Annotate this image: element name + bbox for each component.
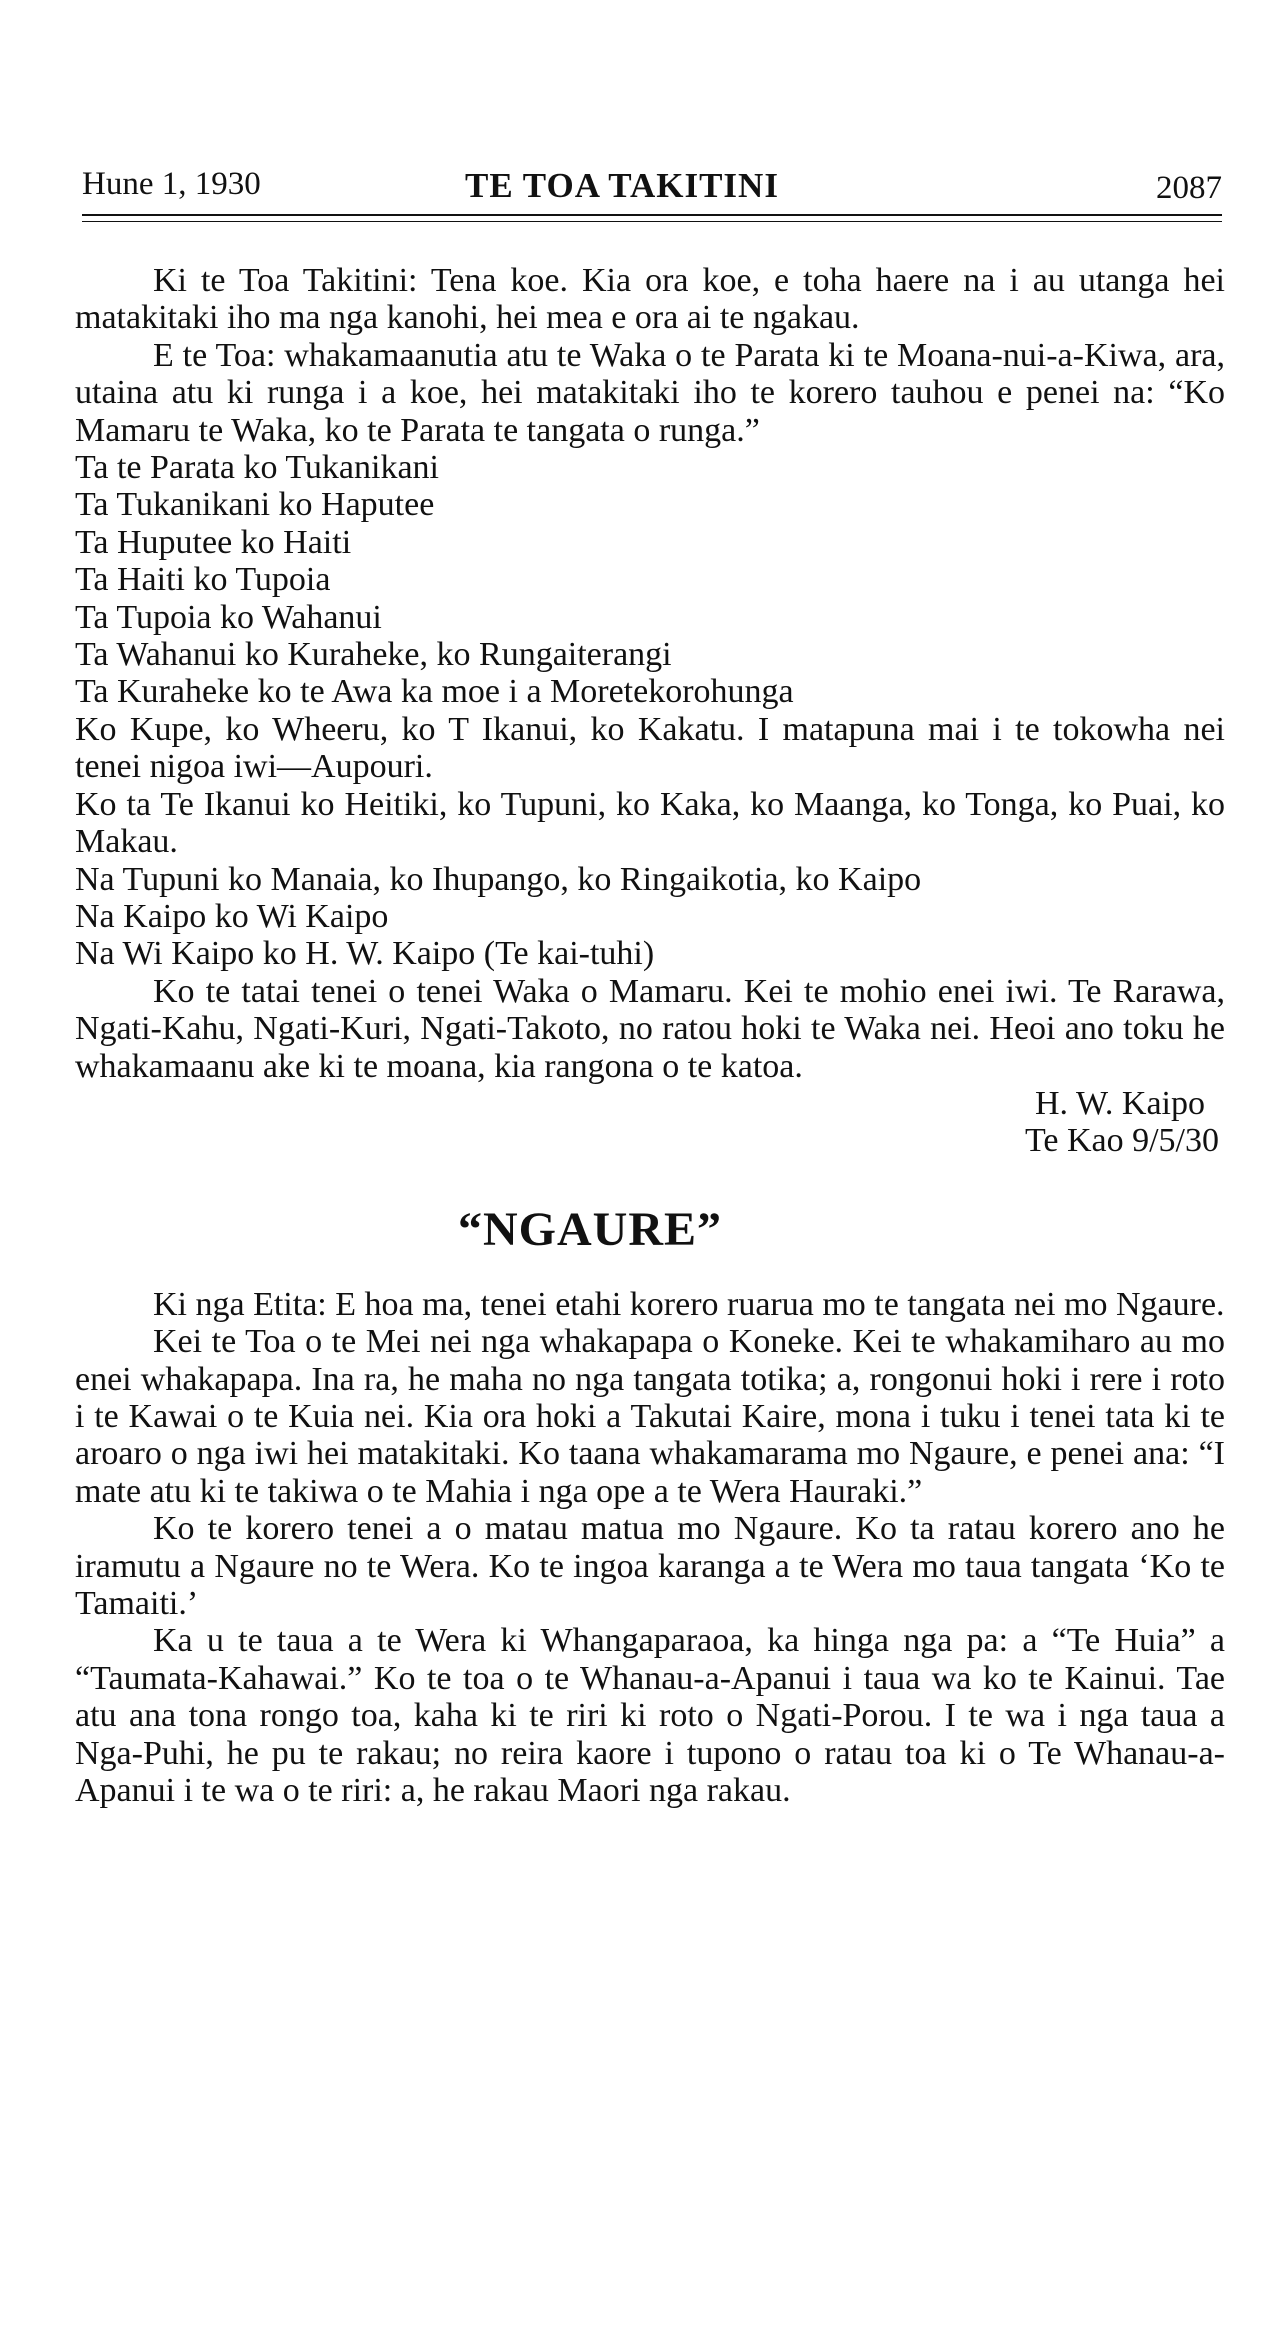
genealogy-paragraph: Ko ta Te Ikanui ko Heitiki, ko Tupuni, ko Kaka, ko Maanga, ko Tonga, ko Puai, ko Makau. xyxy=(75,785,1225,861)
header-rule-thin xyxy=(82,221,1222,222)
genealogy-paragraph: Ko Kupe, ko Wheeru, ko T Ikanui, ko Kakatu. I matapuna mai i te tokowha nei tenei nigoa iwi—Aupouri. xyxy=(75,710,1225,786)
genealogy-line: Na Kaipo ko Wi Kaipo xyxy=(75,897,389,935)
genealogy-line: Ta te Parata ko Tukanikani xyxy=(75,449,440,487)
letter-greeting: Ki te Toa Takitini: Tena koe. Kia ora koe, e toha haere na i au utanga hei matakitaki iho ma nga kanohi, hei mea e ora ai te ngakau. xyxy=(75,262,1225,337)
genealogy-line: Na Wi Kaipo ko H. W. Kaipo (Te kai-tuhi) xyxy=(75,935,655,973)
signature-place-date: Te Kao 9/5/30 xyxy=(1024,1122,1219,1160)
genealogy-line: Ta Wahanui ko Kuraheke, ko Rungaiterangi xyxy=(75,636,672,674)
letter-closing: Ko te tatai tenei o tenei Waka o Mamaru. Kei te mohio enei iwi. Te Rarawa, Ngati-Kahu, Ngati-Kuri, Ngati-Takoto, no ratou hoki te Waka nei. Heoi ano toku he whakamaanu ake ki te moana, kia rangona o te katoa. xyxy=(75,972,1225,1085)
article-paragraph: Ka u te taua a te Wera ki Whangaparaoa, ka hinga nga pa: a “Te Huia” a “Taumata-Kahawai.” Ko te toa o te Whanau-a-Apanui i taua wa ko te Kainui. Tae atu ana tona rongo toa, kaha ki te riri ki roto o Ngati-Porou. I te wa i nga taua a Nga-Puhi, he pu te rakau; no reira kaore i tupono o ratau toa ki o Te Whanau-a-Apanui i te wa o te riri: a, he rakau Maori nga rakau. xyxy=(75,1622,1225,1810)
letter-intro: E te Toa: whakamaanutia atu te Waka o te Parata ki te Moana-nui-a-Kiwa, ara, utaina atu ki runga i a koe, hei matakitaki iho te korero tauhou e penei na: “Ko Mamaru te Waka, ko te Parata te tangata o runga.” xyxy=(75,336,1225,449)
header-title: TE TOA TAKITINI xyxy=(465,166,779,205)
genealogy-line: Ta Haiti ko Tupoia xyxy=(75,561,331,599)
header-rule-thick xyxy=(82,214,1222,216)
genealogy-line: Ta Huputee ko Haiti xyxy=(75,523,352,561)
page-header xyxy=(82,166,1222,206)
section-title: “NGAURE” xyxy=(457,1202,722,1256)
article-paragraph: Kei te Toa o te Mei nei nga whakapapa o Koneke. Kei te whakamiharo au mo enei whakapapa. Ina ra, he maha no nga tangata totika; a, rongonui hoki i rere i roto i te Kawai o te Kuia nei. Kia ora hoki a Takutai Kaire, mona i tuku i tenei tata ki te aroaro o nga iwi hei matakitaki. Ko taana whakamarama mo Ngaure, e penei ana: “I mate atu ki te takiwa o te Mahia i nga ope a te Wera Hauraki.” xyxy=(75,1323,1225,1510)
genealogy-line: Ta Kuraheke ko te Awa ka moe i a Moretekorohunga xyxy=(75,673,794,711)
signature-name: H. W. Kaipo xyxy=(1035,1084,1205,1122)
genealogy-line: Na Tupuni ko Manaia, ko Ihupango, ko Ringaikotia, ko Kaipo xyxy=(75,860,922,898)
genealogy-line: Ta Tupoia ko Wahanui xyxy=(75,598,382,636)
article-paragraph: Ki nga Etita: E hoa ma, tenei etahi korero ruarua mo te tangata nei mo Ngaure. xyxy=(153,1285,1225,1323)
page-number: 2087 xyxy=(1156,170,1222,206)
genealogy-line: Ta Tukanikani ko Haputee xyxy=(75,486,435,524)
page-body xyxy=(75,262,1225,1809)
header-date: Hune 1, 1930 xyxy=(82,166,261,202)
article-paragraph: Ko te korero tenei a o matau matua mo Ngaure. Ko ta ratau korero ano he iramutu a Ngaure no te Wera. Ko te ingoa karanga a te Wera mo taua tangata ‘Ko te Tamaiti.’ xyxy=(75,1510,1225,1622)
